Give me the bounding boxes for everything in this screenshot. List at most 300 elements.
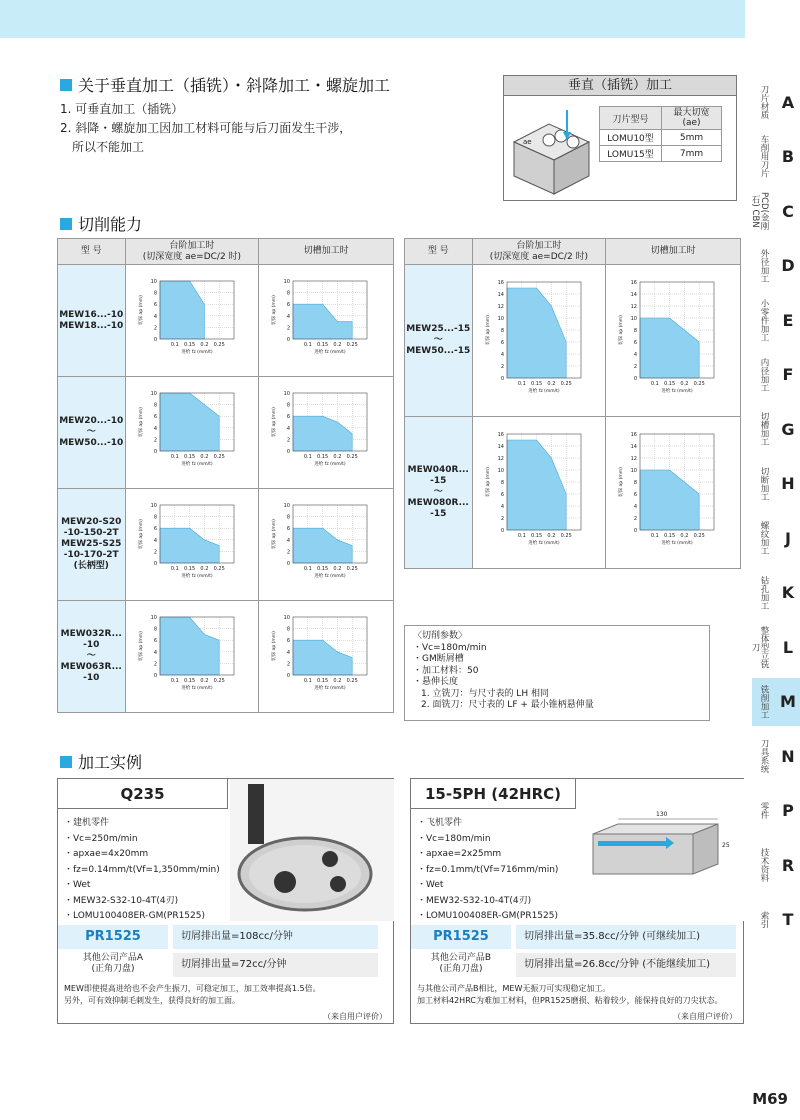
x-tick-label: 0.2: [199, 566, 208, 572]
cell: 7mm: [662, 146, 722, 162]
cutting-chart: [265, 385, 385, 477]
y-tick-label: 16: [630, 280, 638, 286]
y-tick-label: 10: [497, 468, 504, 474]
params-line: ・GM断屑槽: [413, 654, 464, 664]
slot-chart-cell: [259, 377, 394, 489]
y-axis-label: 切深 ap (mm): [485, 467, 491, 497]
x-tick-label: 0.15: [183, 454, 195, 460]
y-tick-label: 8: [153, 514, 157, 521]
sidebar-item-j[interactable]: [752, 514, 800, 562]
example-item: ・fz=0.14mm/t(Vf=1,350mm/min): [64, 864, 220, 875]
capability-area: [293, 640, 352, 675]
y-tick-label: 10: [283, 279, 291, 285]
y-axis-label: 切深 ap (mm): [272, 407, 278, 437]
sidebar-item-n[interactable]: [752, 732, 800, 780]
y-tick-label: 2: [287, 549, 291, 556]
y-axis-label: 切深 ap (mm): [138, 519, 144, 549]
y-tick-label: 4: [287, 537, 291, 544]
sidebar-item-letter: F: [782, 365, 794, 384]
x-tick-label: 0.25: [346, 678, 359, 684]
sidebar-item-letter: G: [781, 419, 795, 439]
slot-chart-cell: [606, 417, 741, 569]
source-note: （来自用户评价）: [673, 1012, 737, 1021]
y-tick-label: 6: [287, 414, 291, 421]
y-tick-label: 0: [287, 337, 291, 343]
cutting-chart: [132, 497, 252, 589]
x-tick-label: 0.1: [517, 381, 526, 387]
other-chip-volume: 切屑排出量=26.8cc/分钟 (不能继续加工): [516, 953, 736, 977]
page-number: M69: [752, 1090, 788, 1108]
x-tick-label: 0.1: [304, 678, 313, 684]
y-tick-label: 6: [634, 492, 638, 498]
y-tick-label: 6: [287, 526, 291, 533]
sidebar-item-letter: J: [785, 528, 791, 548]
cutting-chart: [132, 385, 252, 477]
x-tick-label: 0.15: [530, 381, 542, 387]
section-bullet-icon: [60, 756, 72, 768]
col-model: 型 号: [58, 239, 126, 265]
y-tick-label: 10: [283, 615, 291, 621]
col-insert-type: 刀片型号: [600, 107, 662, 130]
y-tick-label: 0: [287, 561, 291, 567]
capability-area: [293, 528, 352, 563]
y-tick-label: 10: [150, 503, 157, 509]
intro-line-2: 2. 斜降・螺旋加工因加工材料可能与后刀面发生干涉，: [60, 121, 352, 135]
y-tick-label: 10: [283, 503, 291, 509]
y-tick-label: 4: [287, 425, 291, 432]
sidebar-item-m[interactable]: [752, 678, 800, 726]
sidebar-item-label: 小零件加工: [759, 298, 769, 342]
step-chart-cell: [125, 377, 259, 489]
example-item: ・Vc=250m/min: [64, 833, 138, 844]
x-tick-label: 0.1: [170, 342, 179, 348]
cutting-chart: [132, 609, 252, 701]
sidebar-item-letter: P: [782, 801, 794, 820]
x-tick-label: 0.25: [213, 342, 225, 348]
x-tick-label: 0.15: [664, 533, 676, 539]
y-tick-label: 0: [500, 376, 504, 382]
col-slot: 切槽加工时: [259, 239, 394, 265]
y-tick-label: 8: [287, 626, 291, 633]
capability-row: [58, 377, 394, 489]
y-tick-label: 10: [497, 316, 504, 322]
y-tick-label: 0: [287, 449, 291, 455]
x-tick-label: 0.2: [680, 533, 689, 539]
note-line: 与其他公司产品B相比，MEW无振刀可实现稳定加工。: [417, 984, 611, 993]
x-tick-label: 0.15: [317, 342, 329, 348]
example-item: ・apxae=4x20mm: [64, 849, 149, 859]
example-list: [64, 816, 220, 925]
x-tick-label: 0.1: [517, 533, 526, 539]
y-tick-label: 6: [500, 492, 504, 498]
capability-area: [293, 304, 352, 339]
x-tick-label: 0.1: [304, 342, 313, 348]
other-row: [411, 953, 743, 977]
block-plunge-icon: [509, 102, 594, 197]
sidebar-item-label: 内径加工: [759, 357, 769, 392]
y-tick-label: 2: [500, 516, 504, 522]
capability-area: [507, 288, 566, 378]
pr1525-row: [411, 925, 743, 949]
y-tick-label: 0: [153, 449, 157, 455]
example-item: ・飞机零件: [417, 818, 463, 828]
y-tick-label: 14: [497, 444, 504, 450]
x-tick-label: 0.15: [183, 342, 195, 348]
y-tick-label: 0: [153, 673, 157, 679]
capability-area: [160, 617, 219, 675]
example-item: ・MEW32-S32-10-4T(4刃): [417, 895, 532, 906]
y-tick-label: 12: [497, 456, 504, 462]
cutting-chart: [132, 273, 252, 365]
example-list: [417, 816, 558, 925]
model-label: MEW16...-10 MEW18...-10: [58, 265, 126, 377]
x-axis-label: 进给 fz (mm/t): [180, 574, 213, 579]
sidebar-item-k[interactable]: [752, 569, 800, 617]
x-axis-label: 进给 fz (mm/t): [661, 541, 694, 546]
y-tick-label: 2: [153, 661, 157, 668]
model-label: MEW20...-10 ～ MEW50...-10: [58, 377, 126, 489]
y-tick-label: 2: [287, 661, 291, 668]
capability-row: [58, 601, 394, 713]
x-tick-label: 0.25: [346, 454, 359, 460]
y-tick-label: 8: [153, 626, 157, 633]
y-tick-label: 6: [500, 340, 504, 346]
cutting-chart: [265, 497, 385, 589]
y-axis-label: 切深 ap (mm): [619, 467, 625, 497]
example-title: Q235: [58, 779, 228, 809]
y-axis-label: 切深 ap (mm): [138, 295, 144, 325]
example-item: ・Vc=180m/min: [417, 833, 491, 844]
sidebar-item-e[interactable]: [752, 296, 800, 344]
y-tick-label: 2: [287, 437, 291, 444]
example-item: ・MEW32-S32-10-4T(4刃): [64, 895, 179, 906]
x-tick-label: 0.15: [664, 381, 676, 387]
example-item: ・Wet: [64, 880, 91, 890]
sidebar-item-t[interactable]: [752, 896, 800, 944]
x-tick-label: 0.2: [199, 678, 208, 684]
y-tick-label: 0: [500, 528, 504, 534]
capability-table-right: [404, 238, 741, 569]
top-banner: [0, 0, 745, 38]
y-tick-label: 12: [497, 304, 504, 310]
x-axis-label: 进给 fz (mm/t): [314, 574, 347, 579]
example-item: ・Wet: [417, 880, 444, 890]
example-title: 15-5PH (42HRC): [411, 779, 576, 809]
y-tick-label: 4: [153, 425, 157, 432]
section-bullet-icon: [60, 79, 72, 91]
x-tick-label: 0.1: [170, 454, 179, 460]
chip-volume: 切屑排出量=108cc/分钟: [173, 925, 378, 949]
y-tick-label: 8: [500, 480, 504, 486]
x-tick-label: 0.2: [546, 381, 555, 387]
x-axis-label: 进给 fz (mm/t): [180, 462, 213, 467]
x-tick-label: 0.15: [530, 533, 542, 539]
model-label: MEW040R... -15 ～ MEW080R... -15: [405, 417, 473, 569]
y-tick-label: 6: [153, 414, 157, 421]
cutting-chart: [479, 426, 599, 556]
example-item: ・LOMU100408ER-GM(PR1525): [417, 911, 558, 921]
y-tick-label: 6: [153, 638, 157, 645]
x-axis-label: 进给 fz (mm/t): [527, 541, 560, 546]
slot-chart-cell: [259, 489, 394, 601]
sidebar-item-letter: D: [781, 256, 795, 275]
sidebar-item-label: PCD(金刚石) CBN: [750, 192, 769, 230]
params-line: ・加工材料：50: [413, 665, 479, 676]
section-title-vertical: [60, 73, 390, 96]
sidebar-item-letter: C: [782, 201, 794, 221]
y-tick-label: 2: [153, 325, 157, 332]
note-line: 加工材料42HRC为难加工材料，但PR1525磨损、粘着较少，能保持良好的刀尖状态。: [417, 996, 723, 1005]
part-photo: [230, 779, 394, 921]
sidebar-item-letter: M: [780, 692, 796, 711]
y-tick-label: 10: [150, 279, 157, 285]
x-tick-label: 0.25: [693, 533, 706, 539]
y-tick-label: 0: [153, 337, 157, 343]
y-axis-label: 切深 ap (mm): [619, 315, 625, 345]
sidebar-item-l[interactable]: [752, 623, 800, 671]
y-tick-label: 4: [500, 504, 504, 510]
y-axis-label: 切深 ap (mm): [138, 631, 144, 661]
capability-area: [640, 470, 699, 530]
x-tick-label: 0.1: [651, 533, 660, 539]
capability-table-left: [57, 238, 394, 713]
params-line: 1. 立铣刀：与尺寸表的 LH 相同: [421, 688, 549, 699]
x-axis-label: 进给 fz (mm/t): [314, 686, 347, 691]
y-tick-label: 4: [153, 649, 157, 656]
y-tick-label: 8: [287, 402, 291, 409]
params-line: ・Vc=180m/min: [413, 642, 487, 653]
sidebar-item-label: 车削用刀片: [759, 135, 769, 178]
model-label: MEW032R... -10 ～ MEW063R... -10: [58, 601, 126, 713]
sidebar-item-b[interactable]: [752, 133, 800, 181]
y-tick-label: 0: [287, 673, 291, 679]
y-tick-label: 8: [153, 402, 157, 409]
x-tick-label: 0.1: [304, 566, 313, 572]
y-tick-label: 14: [630, 292, 638, 298]
example-item: ・fz=0.1mm/t(Vf=716mm/min): [417, 864, 559, 875]
sidebar-item-label: 钻孔加工: [759, 575, 769, 610]
x-tick-label: 0.2: [333, 566, 342, 572]
x-tick-label: 0.2: [333, 454, 342, 460]
slot-chart-cell: [259, 265, 394, 377]
y-tick-label: 10: [150, 391, 157, 397]
example-15-5ph: [410, 778, 744, 1024]
vertical-box-title: 垂直（插铣）加工: [504, 76, 736, 96]
capability-area: [160, 393, 219, 451]
source-note: （来自用户评价）: [323, 1012, 387, 1021]
sidebar-item-a[interactable]: [752, 78, 800, 126]
section-title-examples: [60, 750, 142, 773]
col-model: 型 号: [405, 239, 473, 265]
x-tick-label: 0.25: [213, 454, 225, 460]
sidebar-item-letter: E: [782, 310, 794, 330]
capability-area: [160, 528, 219, 563]
cutting-chart: [479, 274, 599, 404]
y-tick-label: 16: [630, 432, 638, 438]
x-tick-label: 0.2: [333, 678, 342, 684]
x-tick-label: 0.1: [170, 566, 179, 572]
col-step: 台阶加工时 (切深宽度 ae=DC/2 时): [125, 239, 259, 265]
x-tick-label: 0.2: [680, 381, 689, 387]
y-tick-label: 2: [634, 364, 638, 370]
step-chart-cell: [125, 265, 259, 377]
pr1525-row: [58, 925, 393, 949]
x-tick-label: 0.2: [199, 454, 208, 460]
capability-row: [58, 489, 394, 601]
sidebar-item-label: 整体型立铣刀: [750, 625, 769, 669]
y-tick-label: 8: [287, 514, 291, 521]
y-tick-label: 6: [153, 302, 157, 309]
y-tick-label: 8: [634, 480, 638, 486]
y-tick-label: 16: [497, 432, 504, 438]
sidebar-item-h[interactable]: [752, 460, 800, 508]
y-tick-label: 4: [500, 352, 504, 358]
y-tick-label: 16: [497, 280, 504, 286]
y-axis-label: 切深 ap (mm): [138, 407, 144, 437]
y-tick-label: 2: [287, 325, 291, 332]
sidebar-item-letter: L: [782, 637, 794, 657]
y-tick-label: 8: [153, 290, 157, 297]
cutting-chart: [265, 273, 385, 365]
slot-chart-cell: [606, 265, 741, 417]
x-axis-label: 进给 fz (mm/t): [527, 389, 560, 394]
y-tick-label: 0: [634, 528, 638, 534]
note-line: 另外，可有效抑制毛刺发生，获得良好的加工面。: [64, 996, 240, 1005]
x-tick-label: 0.25: [346, 566, 359, 572]
x-axis-label: 进给 fz (mm/t): [314, 350, 347, 355]
sidebar-item-label: 刀片材质: [759, 85, 769, 119]
y-tick-label: 12: [630, 456, 638, 462]
step-chart-cell: [125, 489, 259, 601]
x-tick-label: 0.1: [304, 454, 313, 460]
model-label: MEW20-S20 -10-150-2T MEW25-S25 -10-170-2T (长柄型): [58, 489, 126, 601]
params-line: 2. 面铣刀：尺寸表的 LF + 最小锥柄悬伸量: [421, 700, 594, 710]
sidebar-item-letter: K: [781, 583, 795, 602]
capability-area: [640, 318, 699, 378]
y-tick-label: 4: [287, 649, 291, 656]
section-title-capability: [60, 212, 142, 235]
y-tick-label: 14: [497, 292, 504, 298]
y-tick-label: 4: [634, 352, 638, 358]
section-title-text: 加工实例: [78, 753, 143, 772]
y-axis-label: 切深 ap (mm): [272, 631, 278, 661]
x-tick-label: 0.2: [546, 533, 555, 539]
sidebar-item-p[interactable]: [752, 787, 800, 835]
example-q235: [57, 778, 394, 1024]
y-tick-label: 4: [287, 313, 291, 320]
y-tick-label: 0: [634, 376, 638, 382]
sidebar-item-f[interactable]: [752, 351, 800, 399]
cell: LOMU10型: [600, 130, 662, 146]
x-tick-label: 0.15: [317, 678, 329, 684]
note-line: MEW即使提高进给也不会产生振刀，可稳定加工，加工效率提高1.5倍。: [64, 984, 321, 993]
x-tick-label: 0.2: [333, 342, 342, 348]
y-tick-label: 10: [283, 391, 291, 397]
capability-area: [160, 281, 204, 339]
capability-row: [58, 265, 394, 377]
x-tick-label: 0.15: [183, 678, 195, 684]
sidebar-item-g[interactable]: [752, 405, 800, 453]
sidebar-item-d[interactable]: [752, 242, 800, 290]
section-title-text: 关于垂直加工（插铣）・斜降加工・螺旋加工: [78, 76, 391, 95]
x-axis-label: 进给 fz (mm/t): [180, 686, 213, 691]
sidebar-item-letter: N: [781, 746, 795, 766]
sidebar-item-label: 外径加工: [759, 248, 769, 283]
y-tick-label: 2: [634, 516, 638, 522]
cutting-chart: [612, 426, 732, 556]
sidebar-item-label: 索引: [759, 911, 769, 928]
example-item: ・建机零件: [64, 818, 110, 828]
cutting-chart: [265, 609, 385, 701]
y-axis-label: 切深 ap (mm): [485, 315, 491, 345]
intro-line-3: 所以不能加工: [72, 140, 145, 154]
example-item: ・LOMU100408ER-GM(PR1525): [64, 911, 205, 921]
step-chart-cell: [125, 601, 259, 713]
sidebar-item-label: 切断加工: [759, 466, 769, 501]
svg-text:130: 130: [656, 811, 668, 818]
y-tick-label: 0: [153, 561, 157, 567]
capability-row: [405, 417, 741, 569]
sidebar-item-letter: A: [781, 92, 795, 112]
x-axis-label: 进给 fz (mm/t): [314, 462, 347, 467]
y-tick-label: 6: [287, 302, 291, 309]
params-line: ・悬伸长度: [413, 677, 459, 687]
sidebar-item-label: 零件: [759, 802, 769, 819]
sidebar-item-r[interactable]: [752, 841, 800, 889]
y-tick-label: 6: [287, 638, 291, 645]
y-tick-label: 2: [500, 364, 504, 370]
sidebar-item-letter: H: [781, 474, 795, 493]
x-tick-label: 0.2: [199, 342, 208, 348]
other-product: 其他公司产品B (正角刀盘): [430, 953, 492, 974]
col-max-width: 最大切宽 (ae): [662, 107, 722, 130]
y-tick-label: 8: [634, 328, 638, 334]
y-tick-label: 6: [153, 526, 157, 533]
y-tick-label: 12: [630, 304, 638, 310]
x-tick-label: 0.25: [213, 678, 225, 684]
section-title-text: 切削能力: [78, 215, 143, 234]
example-item: ・apxae=2x25mm: [417, 849, 502, 859]
x-tick-label: 0.1: [170, 678, 179, 684]
y-tick-label: 8: [287, 290, 291, 297]
grade-badge: PR1525: [411, 925, 511, 949]
col-step: 台阶加工时 (切深宽度 ae=DC/2 时): [472, 239, 606, 265]
x-tick-label: 0.15: [317, 566, 329, 572]
x-axis-label: 进给 fz (mm/t): [661, 389, 694, 394]
sidebar-item-label: 切槽加工: [759, 412, 769, 446]
y-tick-label: 10: [150, 615, 157, 621]
sidebar-item-label: 刀具系统: [759, 739, 769, 773]
slot-chart-cell: [259, 601, 394, 713]
sidebar-item-label: 铣削加工: [759, 684, 769, 719]
model-label: MEW25...-15 ～ MEW50...-15: [405, 265, 473, 417]
y-tick-label: 6: [634, 340, 638, 346]
x-tick-label: 0.1: [651, 381, 660, 387]
y-axis-label: 切深 ap (mm): [272, 295, 278, 325]
cell: LOMU15型: [600, 146, 662, 162]
step-chart-cell: [472, 265, 606, 417]
sidebar-item-c[interactable]: [752, 187, 800, 235]
y-tick-label: 10: [630, 316, 638, 322]
params-title: 〈切削参数〉: [413, 631, 468, 641]
other-row: [58, 953, 393, 977]
sidebar-item-label: 技术资料: [759, 848, 769, 882]
cutting-chart: [612, 274, 732, 404]
sidebar-item-letter: R: [781, 855, 795, 875]
grade-badge: PR1525: [58, 925, 168, 949]
capability-area: [293, 416, 352, 451]
intro-line-1: 1. 可垂直加工（插铣）: [60, 102, 184, 116]
